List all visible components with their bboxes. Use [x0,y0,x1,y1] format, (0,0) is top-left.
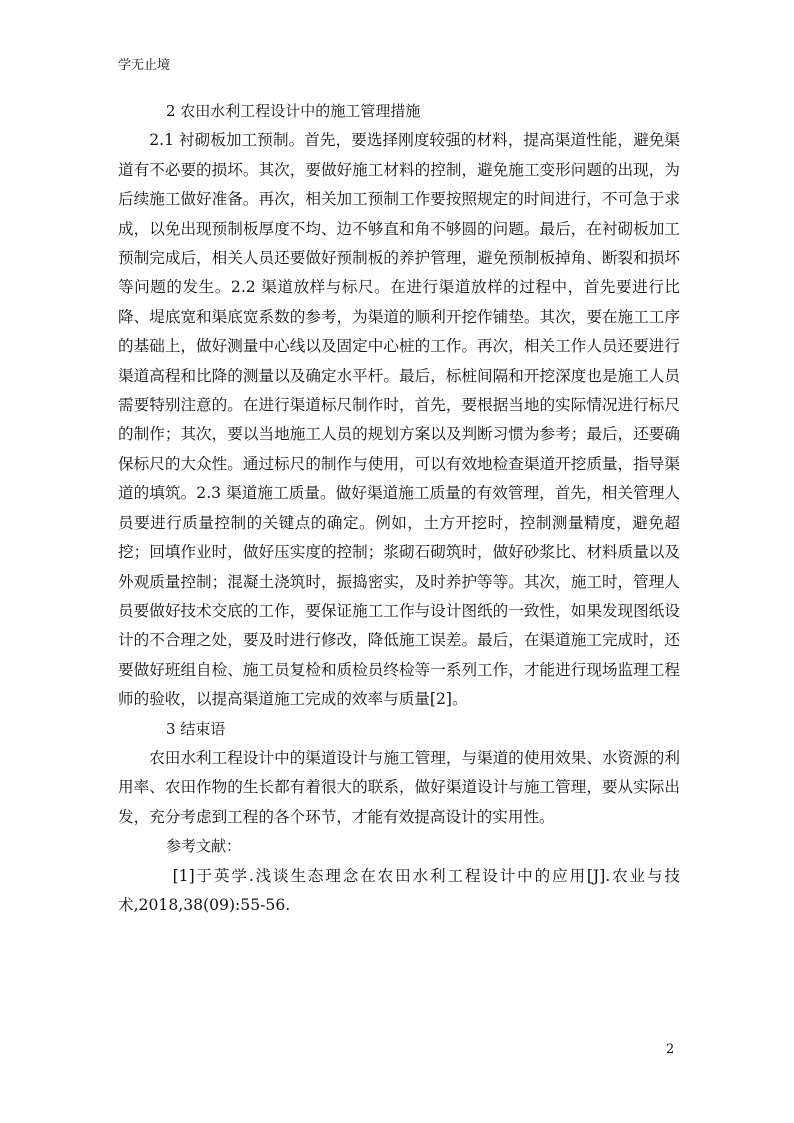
page-number: 2 [666,1042,675,1057]
section-3-title: 3 结束语 [166,719,226,738]
document-body [118,97,680,920]
references-title: 参考文献： [166,837,242,856]
page-header: 学无止境 [118,58,171,73]
section-2-title: 2 农田水利工程设计中的施工管理措施 [166,102,421,120]
section-3-paragraph: 农田水利工程设计中的渠道设计与施工管理，与渠道的使用效果、水资源的利用率、农田作物的生长都有着很大的联系，做好渠道设计与施工管理，要从实际出发，充分考虑到工程的各个环节，才能有效提高设计的实用性。 [118,748,680,826]
reference-item: [1]于英学.浅谈生态理念在农田水利工程设计中的应用[J].农业与技术,2018,38(09):55-56. [118,866,680,914]
section-2-paragraph: 2.1 衬砌板加工预制。首先，要选择刚度较强的材料，提高渠道性能，避免渠道有不必要的损坏。其次，要做好施工材料的控制，避免施工变形问题的出现，为后续施工做好准备。再次，相关加工预制工作要按照规定的时间进行，不可急于求成，以免出现预制板厚度不均、边不够直和角不够圆的问题。最后，在衬砌板加工预制完成后，相关人员还要做好预制板的养护管理，避免预制板掉角、断裂和损坏等问题的发生。2.2 渠道放样与标尺。在进行渠道放样的过程中，首先要进行比降、堤底宽和渠底宽系数的参考，为渠道的顺利开挖作铺垫。其次，要在施工工序的基础上，做好测量中心线以及固定中心桩的工作。再次，相关工作人员还要进行渠道高程和比降的测量以及确定水平杆。最后，标桩间隔和开挖深度也是施工人员需要特别注意的。在进行渠道标尺制作时，首先，要根据当地的实际情况进行标尺的制作；其次，要以当地施工人员的规划方案以及判断习惯为参考；最后，还要确保标尺的大众性。通过标尺的制作与使用，可以有效地检查渠道开挖质量，指导渠道的填筑。2.3 渠道施工质量。做好渠道施工质量的有效管理，首先，相关管理人员要进行质量控制的关键点的确定。例如，土方开挖时，控制测量精度，避免超挖；回填作业时，做好压实度的控制；浆砌石砌筑时，做好砂浆比、材料质量以及外观质量控制；混凝土浇筑时，振捣密实，及时养护等等。其次，施工时，管理人员要做好技术交底的工作，要保证施工工作与设计图纸的一致性，如果发现图纸设计的不合理之处，要及时进行修改，降低施工误差。最后，在渠道施工完成时，还要做好班组自检、施工员复检和质检员终检等一系列工作，才能进行现场监理工程师的验收，以提高渠道施工完成的效率与质量[2]。 [118,131,680,709]
